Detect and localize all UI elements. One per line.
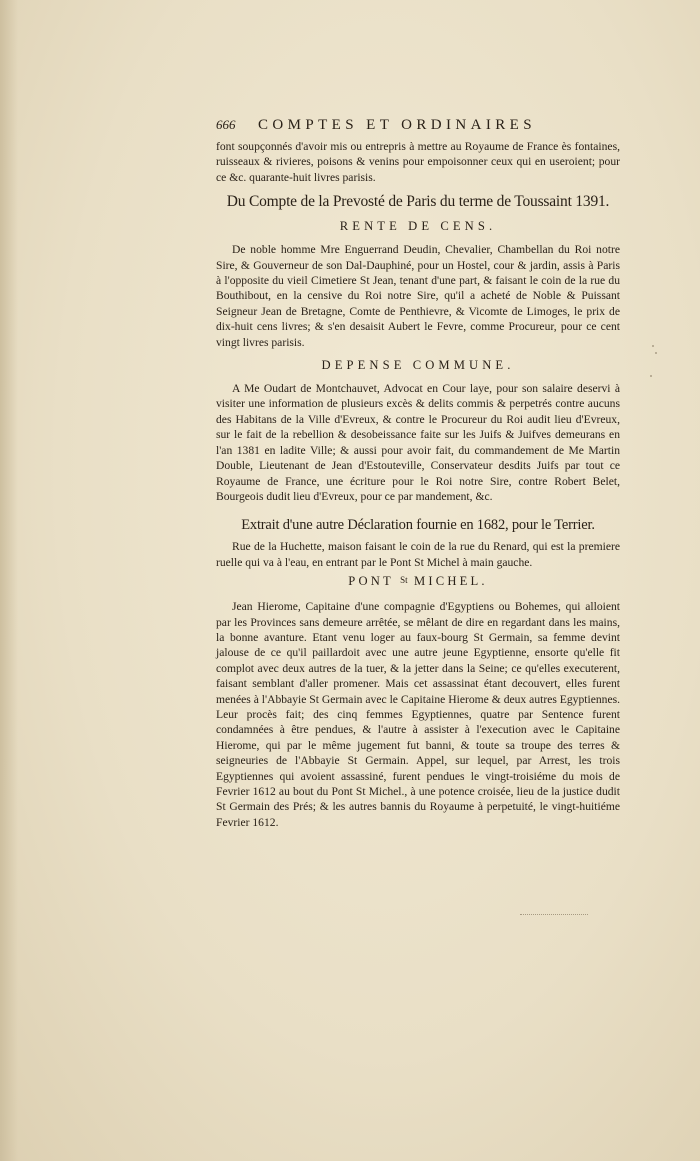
running-title: COMPTES ET ORDINAIRES (258, 117, 536, 133)
rente-paragraph: De noble homme Mre Enguerrand Deudin, Chevalier, Chambellan du Roi notre Sire, & Gouverneur de son Dal-Dauphiné, pour un Hostel, cour & jardin, assis à Paris à l'opposite du vieil Cimetiere St Jean, tenant d'une part, & faisant le coin de la rue du Bouthibout, en la censive du Roi notre Sire, qu'il a acheté de Noble & Puissant Seigneur Jean de Bretagne, Comte de Penthievre, & Vicomte de Limoges, le prix de dix-huit cens livres; & s'en desaisit Aubert le Fevre, comme Procureur, pour ce cent vingt livres parisis. (216, 243, 620, 349)
paper-speck (652, 345, 654, 347)
heading-extrait-declaration: Extrait d'une autre Déclaration fournie en 1682, pour le Terrier. (241, 517, 595, 534)
heading-pont-word: PONT (348, 574, 394, 589)
heading-pont-michel: MICHEL. (413, 574, 488, 589)
heading-compte-prevoste: Du Compte de la Prevosté de Paris du terme de Toussaint 1391. (226, 193, 610, 211)
pont-paragraph: Jean Hierome, Capitaine d'une compagnie d'Egyptiens ou Bohemes, qui alloient par les Provinces sans demeure arrêtée, se mêlant de dire en regardant dans les mains, la bonne avanture. Etant venu loger au faux-bourg St Germain, sa femme devint jalouse de ce qu'il paillardoit avec une autre jeune Egyptienne, ensorte qu'elle fit complot avec deux autres de la tuer, & la jetter dans la Seine; ce qu'elles executerent, faisant semblant d'aller promener. Mais cet assassinat étant decouvert, elles furent menées à l'Abbayie St Germain avec le Capitaine Hierome & deux autres Egyptiennes. Leur procès fait; des cinq femmes Egyptiennes, quatre par Sentence furent condamnées à être pendues, & l'autre à assister à l'execution avec le Capitaine Hierome, qui par le même jugement fut banni, & toute sa troupe des terres & seigneuries de l'Abbayie St Germain. Appel, sur lequel, par Arrest, les trois Egyptiennes qui avoient assassiné, furent pendues le vingt-troisiéme du mois de Fevrier 1612 au bout du Pont St Michel., à une potence croisée, lieu de la justice dudit St Germain des Prés; & les autres bannis du Royaume à perpetuité, le vingt-huitiéme Fevrier 1612. (216, 600, 620, 829)
heading-depense-commune: DEPENSE COMMUNE. (321, 358, 515, 373)
heading-pont-st-michel (216, 574, 620, 589)
text-block (216, 117, 620, 830)
heading-rente-de-cens: RENTE DE CENS. (339, 219, 497, 234)
carryover-paragraph: font soupçonnés d'avoir mis ou entrepris à mettre au Royaume de France ès fontaines, ruisseaux & rivieres, poisons & venins pour empoisonner ceux qui en useroient; pour ce &c. quarante-huit livres parisis. (216, 140, 620, 184)
depense-paragraph: A Me Oudart de Montchauvet, Advocat en Cour laye, pour son salaire deservi à visiter une information de plusieurs excès & delits commis & perpetrés contre aucuns des Habitans de la Ville d'Evreux, & contre le Procureur du Roi audit lieu d'Evreux, sur le fait de la rebellion & desobeissance faite sur les Juifs & Juifves demeurans en l'an 1381 en ladite Ville; & aussi pour avoir fait, du commandement de Me Martin Double, Lieutenant de Jean d'Estouteville, Conservateur desdits Juifs par tout ce Royaume de France, une écriture pour le Roi notre Sire, contre Robert Belet, Bourgeois dudit lieu d'Evreux, pour ce par mandement, &c. (216, 382, 620, 503)
ink-mark (520, 914, 588, 917)
extrait-paragraph: Rue de la Huchette, maison faisant le coin de la rue du Renard, qui est la premiere ruelle qui va à l'eau, en entrant par le Pont St Michel à main gauche. (216, 540, 620, 569)
heading-pont-st: St (400, 575, 408, 586)
page-number: 666 (216, 117, 236, 132)
running-head (216, 117, 620, 139)
paper-speck (655, 352, 657, 354)
paper-speck (650, 375, 652, 377)
page-edge-shadow (0, 0, 18, 1161)
